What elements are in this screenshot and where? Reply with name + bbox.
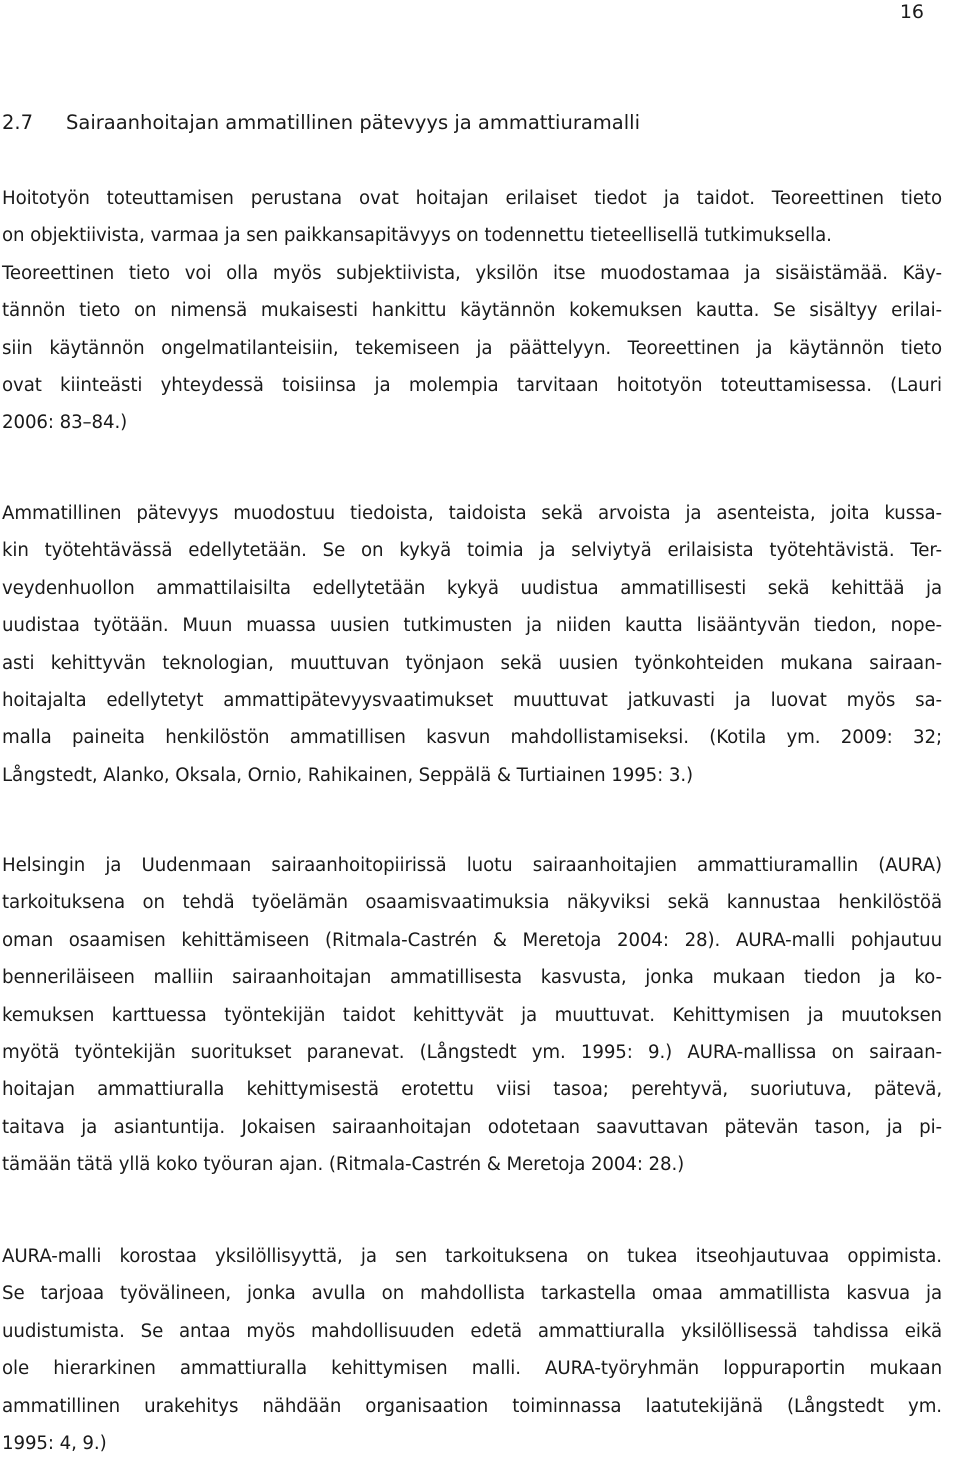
- text-line: taitava ja asiantuntija. Jokaisen sairaanhoitajan odotetaan saavuttavan pätevän tason, ja pi-: [2, 1116, 942, 1138]
- text-line: benneriläiseen malliin sairaanhoitajan ammatillisesta kasvusta, jonka mukaan tiedon ja ko-: [2, 967, 942, 989]
- text-line: AURA-malli korostaa yksilöllisyyttä, ja sen tarkoituksena on tukea itseohjautuvaa oppimista.: [2, 1246, 942, 1267]
- text-line: tämään tätä yllä koko työuran ajan. (Ritmala-Castrén & Meretoja 2004: 28.): [2, 1154, 685, 1176]
- text-line: ammatillinen urakehitys nähdään organisaation toiminnassa laatutekijänä (Långstedt ym.: [2, 1395, 942, 1417]
- section-title: Sairaanhoitajan ammatillinen pätevyys ja ammattiuramalli: [66, 111, 641, 134]
- text-line: Hoitotyön toteuttamisen perustana ovat hoitajan erilaiset tiedot ja taidot. Teoreettinen tieto: [2, 188, 942, 209]
- text-line: ovat kiinteästi yhteydessä toisiinsa ja molempia tarvitaan hoitotyön toteuttamisessa. (Lauri: [2, 374, 942, 396]
- text-line: kin työtehtävässä edellytetään. Se on kykyä toimia ja selviytyä erilaisista työtehtävistä. Ter-: [2, 540, 942, 562]
- text-line: malla paineita henkilöstön ammatillisen kasvun mahdollistamiseksi. (Kotila ym. 2009: 32;: [2, 727, 942, 749]
- text-line: tarkoituksena on tehdä työelämän osaamisvaatimuksia näkyviksi sekä kannustaa henkilöstöä: [2, 892, 942, 914]
- paragraph-1: [2, 180, 942, 442]
- text-line: Långstedt, Alanko, Oksala, Ornio, Rahikainen, Seppälä & Turtiainen 1995: 3.): [2, 764, 693, 786]
- text-line: uudistaa työtään. Muun muassa uusien tutkimusten ja niiden kautta lisääntyvän tiedon, nope-: [2, 615, 942, 637]
- text-line: hoitajan ammattiuralla kehittymisestä erotettu viisi tasoa; perehtyvä, suoriutuva, pätevä,: [2, 1079, 942, 1101]
- text-line: Helsingin ja Uudenmaan sairaanhoitopiirissä luotu sairaanhoitajien ammattiuramallin (AURA): [2, 855, 942, 876]
- paragraph-3: [2, 847, 942, 1184]
- text-line: 1995: 4, 9.): [2, 1432, 107, 1454]
- text-line: Ammatillinen pätevyys muodostuu tiedoista, taidoista sekä arvoista ja asenteista, joita kussa-: [2, 503, 942, 524]
- text-line: Teoreettinen tieto voi olla myös subjektiivista, yksilön itse muodostamaa ja sisäistämää. Käy-: [2, 262, 942, 284]
- section-heading: [2, 110, 640, 136]
- text-line: ole hierarkinen ammattiuralla kehittymisen malli. AURA-työryhmän loppuraportin mukaan: [2, 1358, 942, 1380]
- text-line: asti kehittyvän teknologian, muuttuvan työnjaon sekä uusien työnkohteiden mukana sairaan-: [2, 652, 942, 674]
- text-line: kemuksen karttuessa työntekijän taidot kehittyvät ja muuttuvat. Kehittymisen ja muutoksen: [2, 1004, 942, 1026]
- text-line: oman osaamisen kehittämiseen (Ritmala-Castrén & Meretoja 2004: 28). AURA-malli pohjautuu: [2, 929, 942, 951]
- paragraph-2: [2, 495, 942, 794]
- text-line: siin käytännön ongelmatilanteisiin, tekemiseen ja päättelyyn. Teoreettinen ja käytännön tieto: [2, 337, 942, 359]
- text-line: 2006: 83–84.): [2, 412, 128, 434]
- paragraph-4: [2, 1238, 942, 1462]
- text-line: myötä työntekijän suoritukset paranevat. (Långstedt ym. 1995: 9.) AURA-mallissa on sairaan-: [2, 1041, 942, 1063]
- section-number: 2.7: [2, 111, 34, 134]
- text-line: hoitajalta edellytetyt ammattipätevyysvaatimukset muuttuvat jatkuvasti ja luovat myös sa-: [2, 689, 942, 711]
- text-line: uudistumista. Se antaa myös mahdollisuuden edetä ammattiuralla yksilöllisessä tahdissa eikä: [2, 1320, 942, 1342]
- page-number: 16: [899, 1, 924, 23]
- text-line: Se tarjoaa työvälineen, jonka avulla on mahdollista tarkastella omaa ammatillista kasvua ja: [2, 1283, 942, 1305]
- text-line: tännön tieto on nimensä mukaisesti hankittu käytännön kokemuksen kautta. Se sisältyy erilai-: [2, 300, 942, 322]
- text-line: on objektiivista, varmaa ja sen paikkansapitävyys on todennettu tieteellisellä tutkimuksella.: [2, 225, 832, 247]
- text-line: veydenhuollon ammattilaisilta edellytetään kykyä uudistua ammatillisesti sekä kehittää ja: [2, 577, 942, 599]
